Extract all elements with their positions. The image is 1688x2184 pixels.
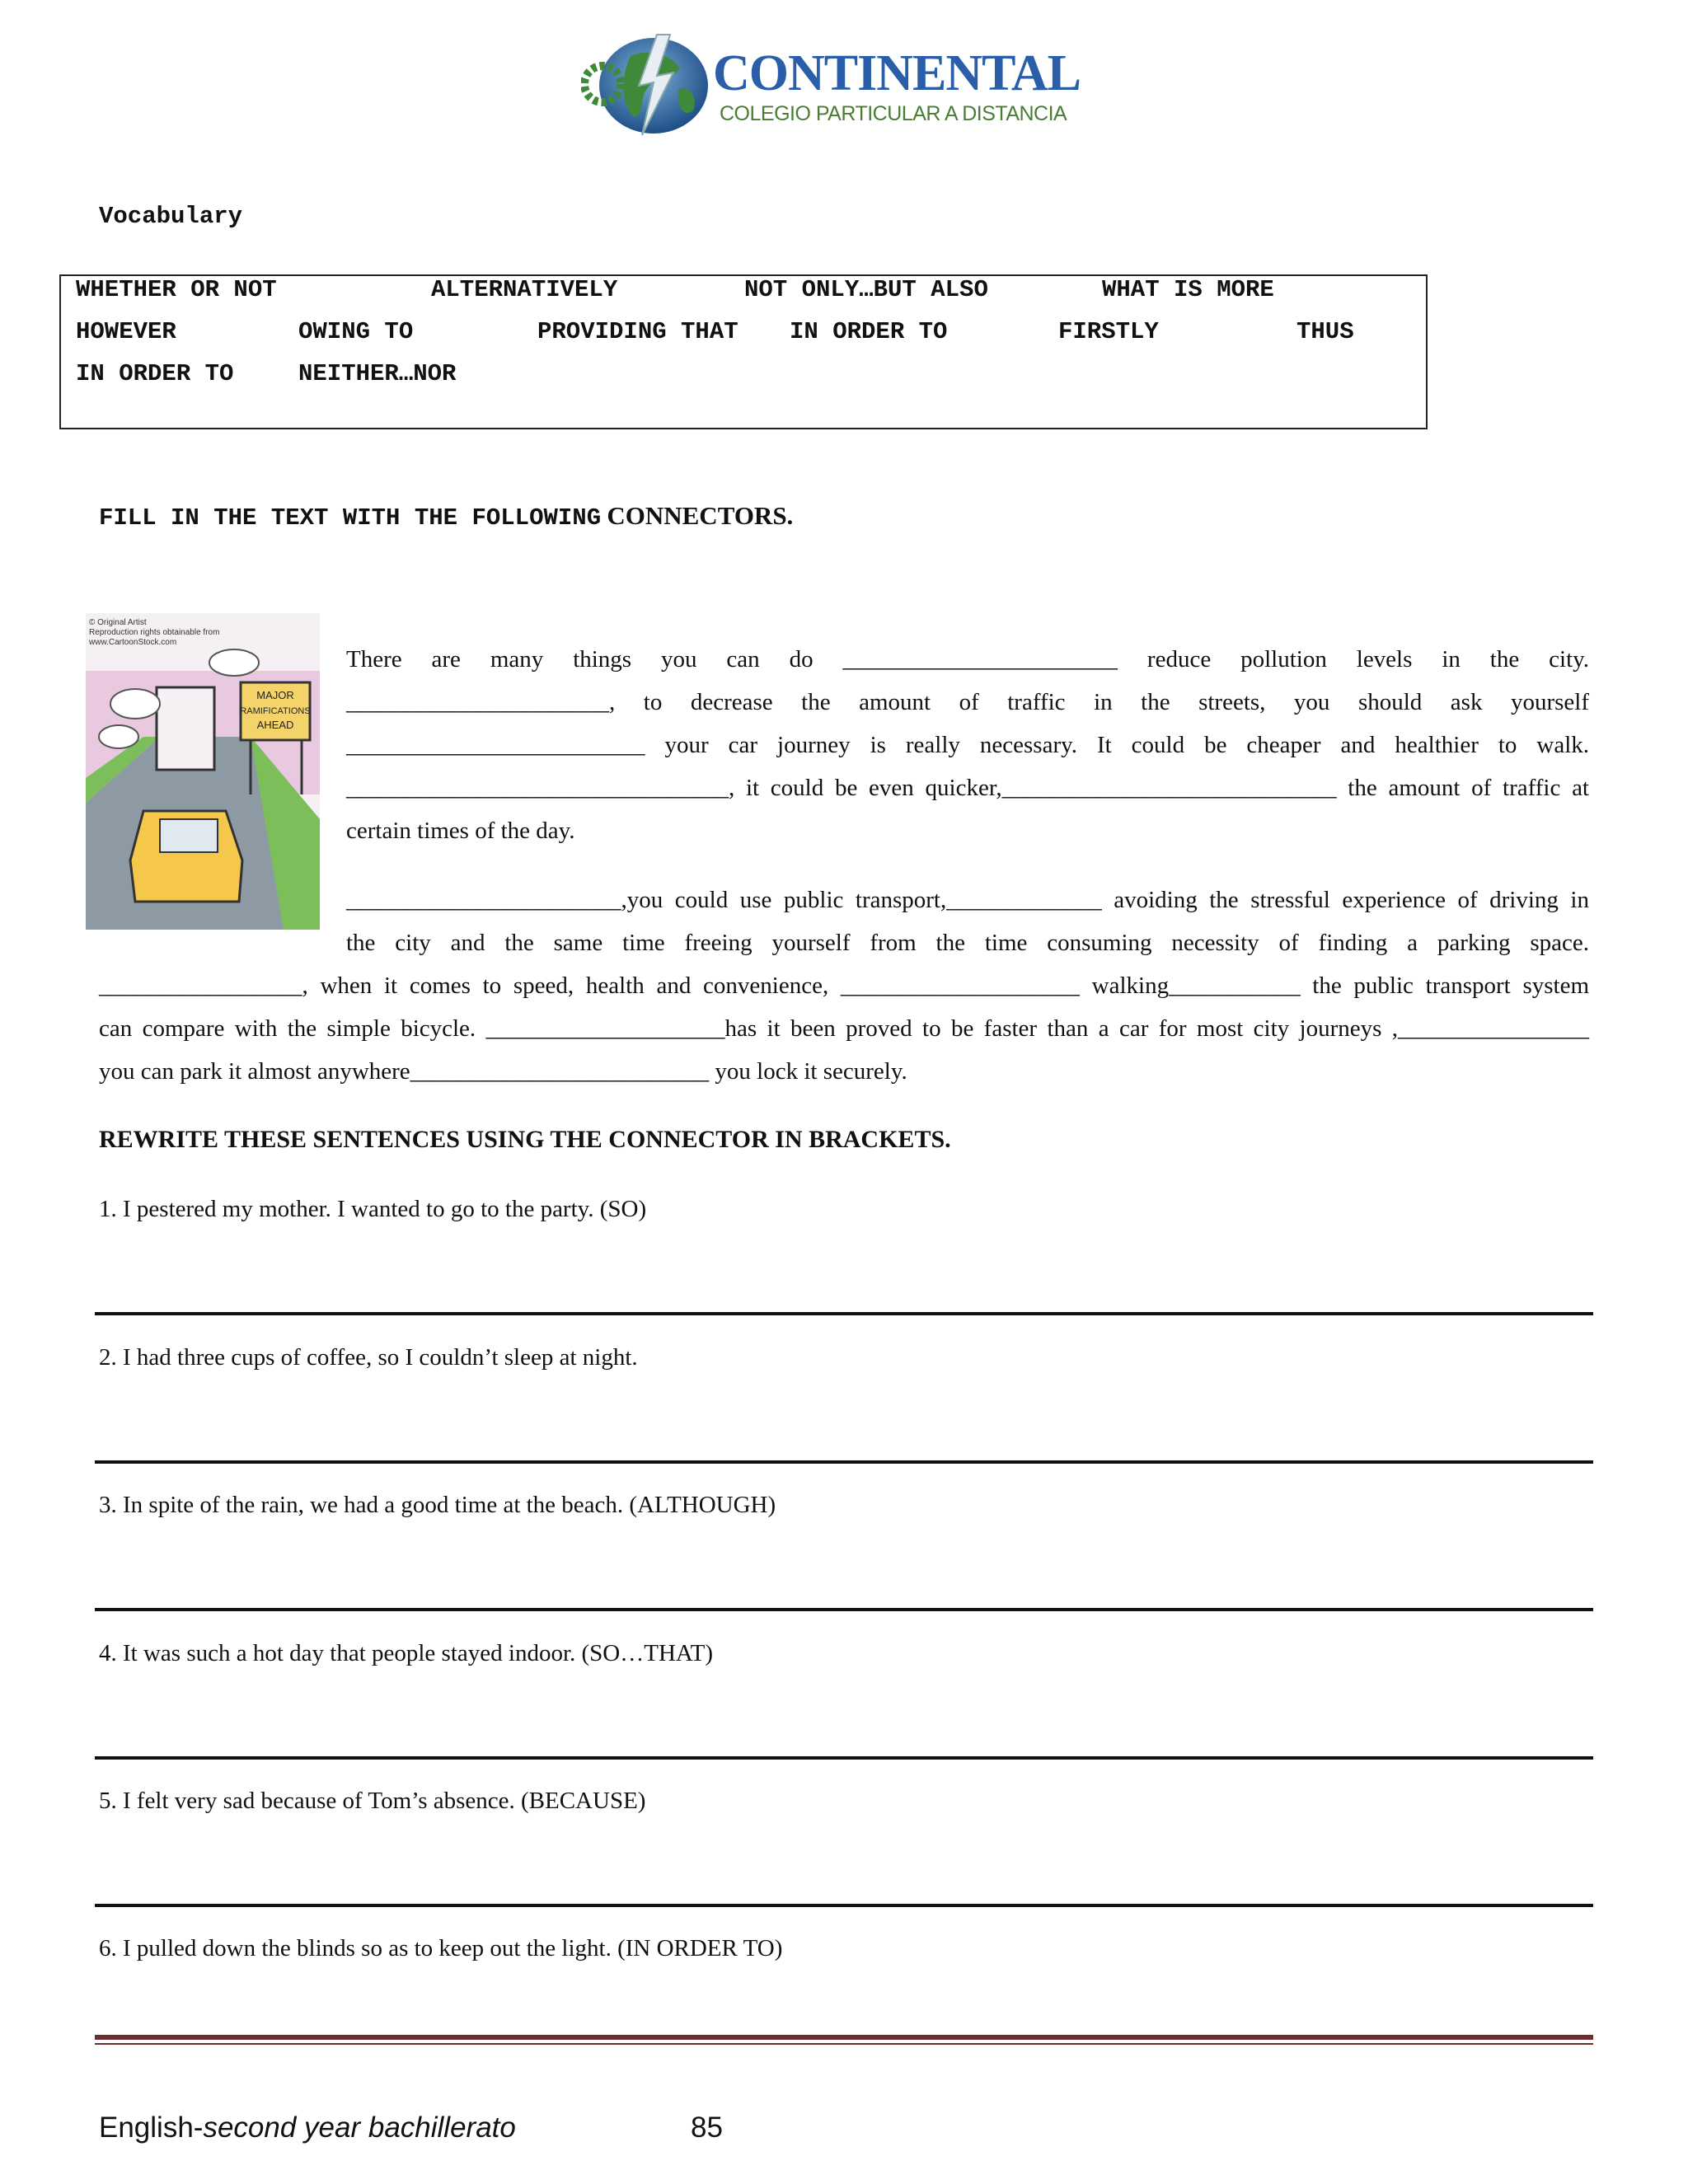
rewrite-question-3: 3. In spite of the rain, we had a good time at the beach. (ALTHOUGH) [99,1492,776,1518]
vocab-word: NEITHER…NOR [298,360,457,387]
passage-line: _________________________ your car journey is really necessary. It could be cheaper and healthier to walk. [346,732,1589,758]
rewrite-question-1: 1. I pestered my mother. I wanted to go to the party. (SO) [99,1196,647,1222]
vocab-word: IN ORDER TO [790,318,948,345]
passage-line: certain times of the day. [346,818,575,844]
cartoon-credit: © Original Artist [89,618,147,627]
cartoon-sign-text: RAMIFICATIONS [240,706,311,716]
passage-line: can compare with the simple bicycle. ____________________has it been proved to be faster than a car for most city journeys ,________________ [99,1015,1589,1042]
vocab-word: PROVIDING THAT [537,318,738,345]
cartoon-drawing [86,613,320,930]
vocab-word: WHETHER OR NOT [76,276,277,303]
fill-in-title-part: FILL IN THE TEXT WITH THE FOLLOWING [99,504,602,532]
passage-block-2 [346,879,1589,964]
traffic-cartoon-image [86,613,320,930]
vocab-word: HOWEVER [76,318,176,345]
footer-course-label [99,2111,516,2144]
page-number: 85 [691,2111,723,2144]
cartoon-sign-text: AHEAD [256,719,294,731]
logo-title: CONTINENTAL [713,45,1081,101]
logo-subtitle: COLEGIO PARTICULAR A DISTANCIA [720,102,1067,125]
rewrite-title: REWRITE THESE SENTENCES USING THE CONNECTOR IN BRACKETS. [99,1126,951,1153]
answer-line-2[interactable] [95,1460,1593,1464]
cartoon-sign-text: MAJOR [256,689,294,701]
answer-line-5[interactable] [95,1904,1593,1907]
footer-course-italic: second year bachillerato [203,2111,516,2144]
answer-line-3[interactable] [95,1608,1593,1611]
rewrite-question-2: 2. I had three cups of coffee, so I couldn’t sleep at night. [99,1344,638,1371]
fill-in-title-tail: CONNECTORS. [607,501,794,530]
vocab-word: FIRSTLY [1058,318,1159,345]
vocab-word: THUS [1296,318,1354,345]
passage-line: the city and the same time freeing yourself from the time consuming necessity of finding a parking space. [346,930,1589,956]
passage-line: There are many things you can do _______________________ reduce pollution levels in the city. [346,646,1589,673]
passage-line: _________________, when it comes to speed, health and convenience, ____________________ walking___________ the public transport system [99,972,1589,999]
rewrite-question-5: 5. I felt very sad because of Tom’s absence. (BECAUSE) [99,1788,646,1814]
passage-block-1 [346,638,1589,852]
cartoon-credit: Reproduction rights obtainable from [89,628,220,637]
vocab-word: NOT ONLY…BUT ALSO [744,276,988,303]
footer-rule-thin [95,2043,1593,2045]
passage-line: _______________________,you could use public transport,_____________ avoiding the stressful experience of driving in [346,887,1589,913]
footer-rule [95,2035,1593,2040]
vocab-word: OWING TO [298,318,414,345]
vocab-word: ALTERNATIVELY [431,276,618,303]
globe-logo-icon [581,31,713,138]
vocab-word: IN ORDER TO [76,360,234,387]
answer-line-1[interactable] [95,1312,1593,1315]
answer-line-4[interactable] [95,1756,1593,1760]
passage-block-3 [99,964,1589,1093]
passage-line: you can park it almost anywhere_________________________ you lock it securely. [99,1058,907,1085]
footer-course-prefix: English- [99,2111,204,2144]
school-logo [581,31,1081,138]
passage-line: ______________________, to decrease the amount of traffic in the streets, you should ask yourself [346,689,1589,715]
rewrite-question-4: 4. It was such a hot day that people stayed indoor. (SO…THAT) [99,1640,713,1666]
passage-line: ________________________________, it could be even quicker,____________________________ the amount of traffic at [346,775,1589,801]
cartoon-credit: www.CartoonStock.com [89,638,177,647]
rewrite-question-6: 6. I pulled down the blinds so as to keep out the light. (IN ORDER TO) [99,1935,783,1961]
fill-in-title [99,501,793,532]
vocab-word: WHAT IS MORE [1102,276,1274,303]
vocabulary-title: Vocabulary [99,203,243,230]
